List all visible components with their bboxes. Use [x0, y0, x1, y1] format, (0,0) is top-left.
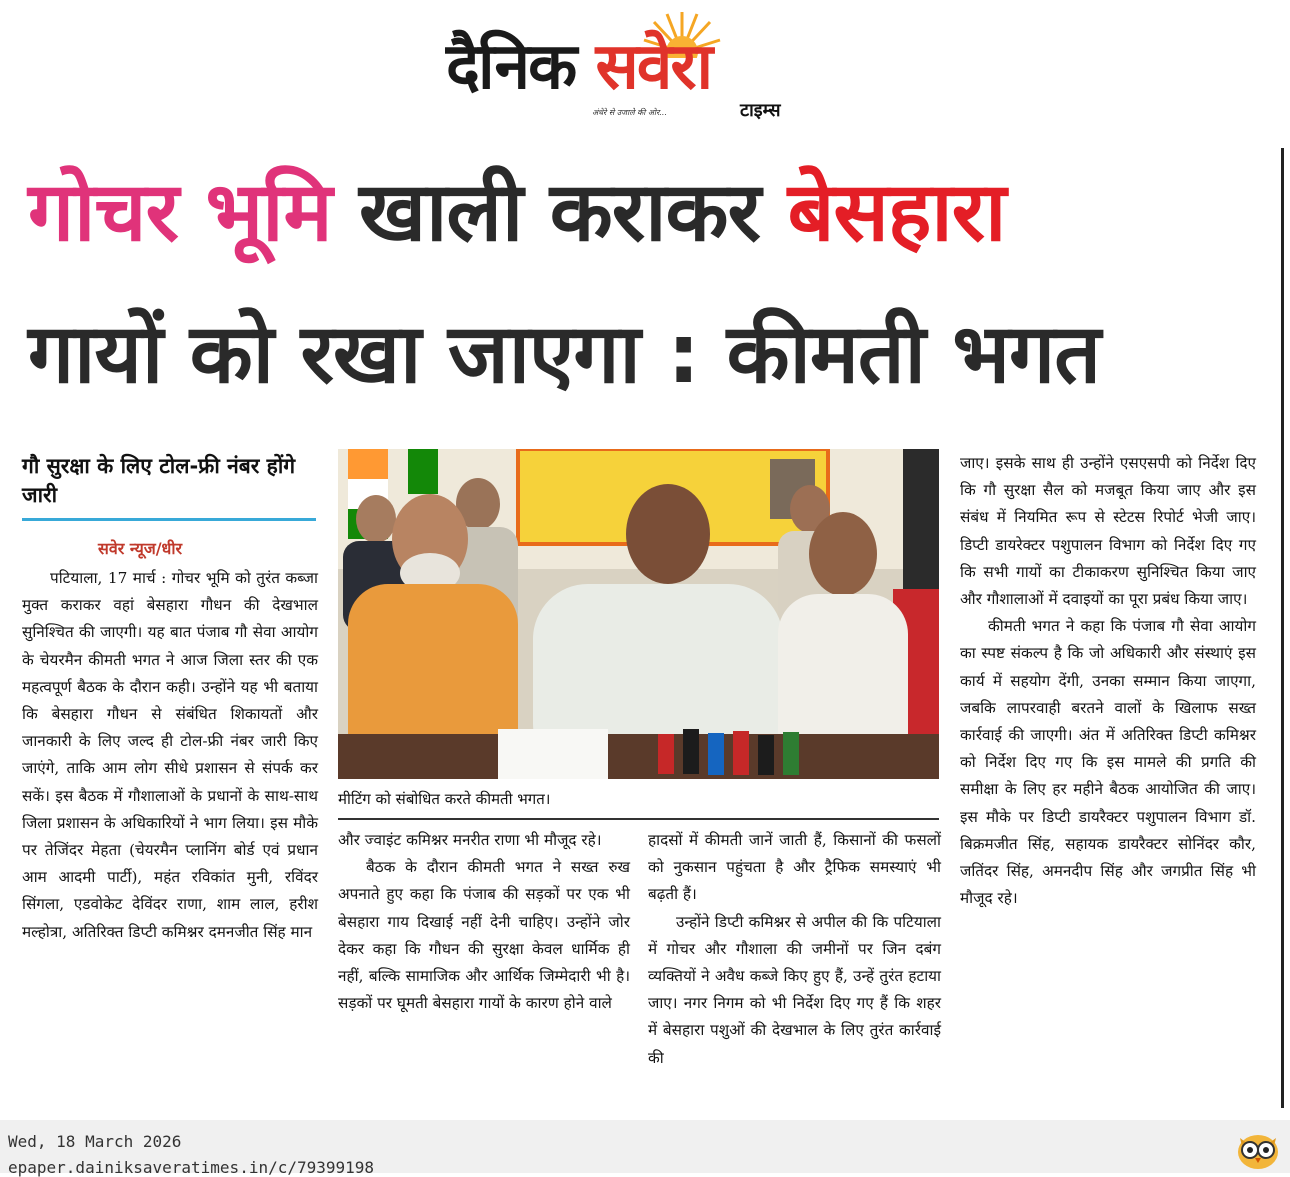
article-column-4 [960, 450, 1256, 912]
meeting-photo-image [338, 449, 939, 779]
masthead-name-part2: सवेरा [595, 30, 712, 104]
article-paragraph: हादसों में कीमती जानें जाती हैं, किसानों की फसलों को नुकसान पहुंचता है और ट्रैफिक समस्याएं भी बढ़ती हैं। [648, 831, 941, 904]
article-column-1 [22, 565, 318, 946]
article-paragraph: उन्होंने डिप्टी कमिश्नर से अपील की कि पटियाला में गोचर और गौशाला की जमीनों पर जिन दबंग व्यक्तियों ने अवैध कब्जे किए हुए हैं, उन्हें तुरंत हटाया जाए। नगर निगम को भी निर्देश दिए गए हैं कि शहर में बेसहारा पशुओं की देखभाल के लिए तुरंत कार्रवाई की [648, 912, 941, 1067]
epaper-footer [0, 1120, 1290, 1177]
article-paragraph: और ज्वाइंट कमिश्नर मनरीत राणा भी मौजूद रहे। [338, 831, 602, 849]
owl-icon [1236, 1128, 1280, 1170]
article-paragraph: पटियाला, 17 मार्च : गोचर भूमि को तुरंत कब्जा मुक्त कराकर वहां बेसहारा गौधन की देखभाल सुनिश्चित की जाएगी। यह बात पंजाब गौ सेवा आयोग के चेयरमैन कीमती भगत ने आज जिला स्तर की एक महत्वपूर्ण बैठक के दौरान कही। उन्होंने यह भी बताया कि बेसहारा गौधन से संबंधित शिकायतों और जानकारी के लिए जल्द ही टोल-फ्री नंबर जारी किए जाएंगे, ताकि आम लोग सीधे प्रशासन से संपर्क कर सकें। इस बैठक में गौशालाओं के प्रधानों के साथ-साथ जिला प्रशासन के अधिकारियों ने भाग लिया। इस मौके पर तेजिंदर मेहता (चेयरमैन प्लानिंग बोर्ड एवं प्रधान आम आदमी पार्टी), महंत रविकांत मुनी, रविंदर सिंगला, एडवोकेट देविंदर राणा, शाम लाल, हरीश मल्होत्रा, अतिरिक्त डिप्टी कमिश्नर दमनजीत सिंह मान [22, 569, 318, 941]
masthead-name-part1: दैनिक [446, 30, 576, 104]
headline-part-pink: गोचर भूमि [28, 165, 332, 260]
footer-date: Wed, 18 March 2026 [8, 1132, 182, 1151]
subheadline: गौ सुरक्षा के लिए टोल-फ्री नंबर होंगे जारी [22, 454, 296, 507]
article-column-2 [338, 827, 630, 1017]
headline-part-dark: खाली कराकर [359, 165, 761, 260]
photo-caption: मीटिंग को संबोधित करते कीमती भगत। [338, 790, 551, 808]
masthead-tagline: अंधेरे से उजाले की ओर... [592, 108, 668, 117]
headline-line-2: गायों को रखा जाएगा : कीमती भगत [28, 307, 1100, 402]
headline-part-red: बेसहारा [787, 165, 1006, 260]
meeting-photo [338, 449, 939, 779]
article-column-3 [648, 827, 941, 1072]
footer-url[interactable]: epaper.dainiksaveratimes.in/c/79399198 [8, 1158, 375, 1177]
masthead-subtitle: टाइम्स [740, 100, 781, 121]
byline: सवेर न्यूज/धीर [98, 539, 183, 558]
headline-line-1 [28, 165, 1006, 260]
masthead-logo [440, 8, 860, 120]
article-paragraph: जाए। इसके साथ ही उन्होंने एसएसपी को निर्देश दिए कि गौ सुरक्षा सैल को मजबूत किया जाए और इस संबंध में नियमित रूप से स्टेटस रिपोर्ट भेजी जाए। डिप्टी डायरेक्टर पशुपालन विभाग को निर्देश दिए गए कि सभी गायों का टीकाकरण सुनिश्चित किया जाए और गौशालाओं में दवाइयों का पूरा प्रबंध किया जाए। [960, 454, 1256, 609]
right-column-rule [1281, 148, 1284, 1108]
masthead-title [446, 20, 711, 107]
subheadline-divider [22, 518, 316, 521]
caption-divider [338, 818, 939, 820]
article-paragraph: कीमती भगत ने कहा कि पंजाब गौ सेवा आयोग का स्पष्ट संकल्प है कि जो अधिकारी और संस्थाएं इस कार्य में सहयोग देंगी, उनका सम्मान किया जाएगा, जबकि लापरवाही बरतने वालों के खिलाफ सख्त कार्रवाई की जाएगी। अंत में अतिरिक्त डिप्टी कमिश्नर को निर्देश दिए गए कि इस मामले की प्रगति की समीक्षा के लिए हर महीने बैठक आयोजित की जाए। इस मौके पर डिप्टी डायरैक्टर पशुपालन विभाग डॉ. बिक्रमजीत सिंह, सहायक डायरैक्टर सोनिंदर कौर, जतिंदर सिंह, अमनदीप सिंह और जगप्रीत सिंह भी मौजूद रहे। [960, 617, 1256, 908]
article-paragraph: बैठक के दौरान कीमती भगत ने सख्त रुख अपनाते हुए कहा कि पंजाब की सड़कों पर एक भी बेसहारा गाय दिखाई नहीं देनी चाहिए। उन्होंने जोर देकर कहा कि गौधन की सुरक्षा केवल धार्मिक ही नहीं, बल्कि सामाजिक और आर्थिक जिम्मेदारी भी है। सड़कों पर घूमती बेसहारा गायों के कारण होने वाले [338, 858, 630, 1013]
